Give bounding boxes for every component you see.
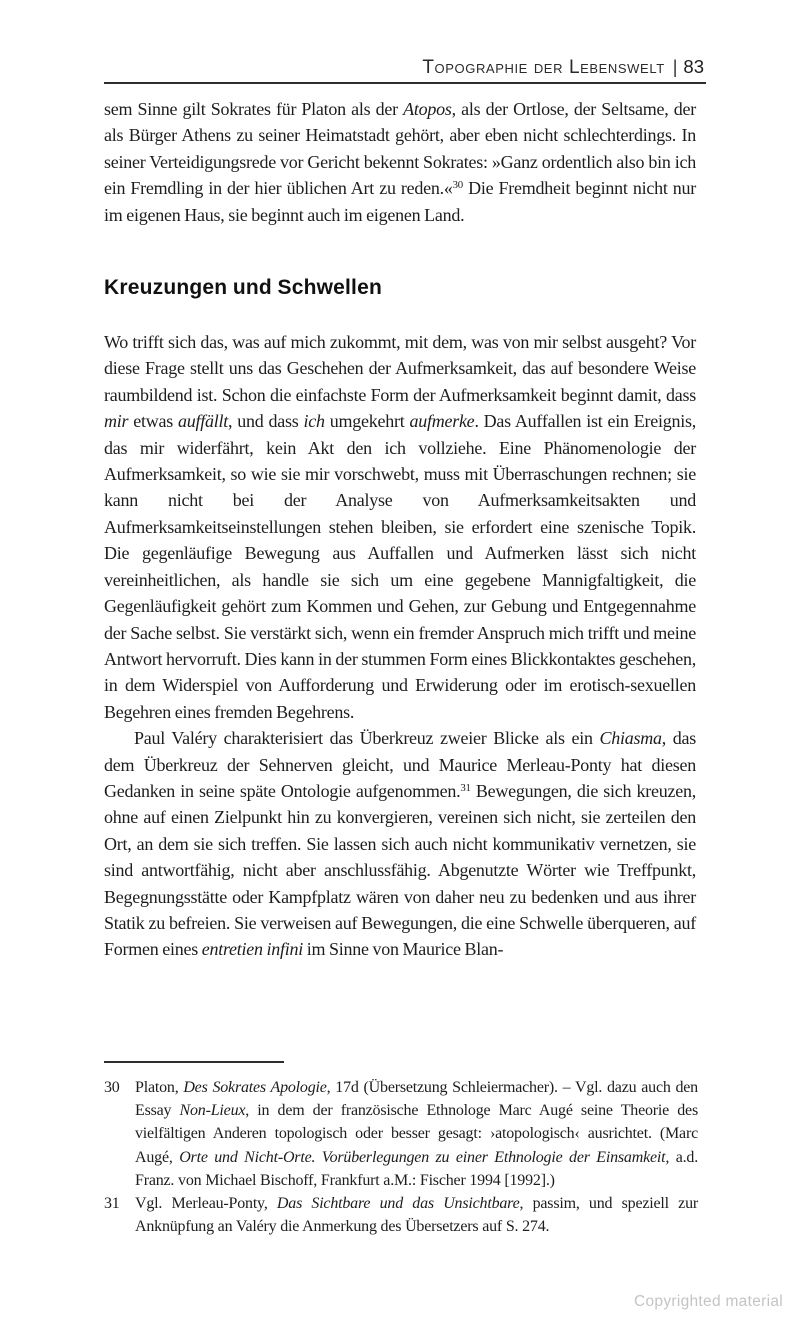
text-run: Bewegungen, die sich kreuzen, ohne auf einen Zielpunkt hin zu konvergieren, vereinen sich nicht, sie zerteilen den Ort, an dem sie sich treffen. Sie lassen sich auch nicht kommunikativ vernetzen, sie sind antwortfähig, nicht aber anschlussfähig. Abgenutzte Wörter wie Treffpunkt, Begegnungsstätte oder Kampfplatz wären von daher neu zu bedenken und aus ihrer Statik zu befreien. Sie verweisen auf Bewegungen, die eine Schwelle überqueren, auf Formen eines: [104, 780, 696, 960]
text-run: sem Sinne gilt Sokrates für Platon als der: [104, 99, 404, 119]
text-run: . Das Auffallen ist ein Ereignis, das mir widerfährt, kein Akt den ich vollziehe. Eine Phänomenologie der Aufmerksamkeit, so wie sie mir vorschwebt, muss mit Überraschungen rechnen; sie kann nicht bei der Analyse von Aufmerksamkeitsakten und Aufmerksamkeitseinstellungen stehen bleiben, sie erfordert eine szenische Topik. Die gegenläufige Bewegung aus Auffallen und Aufmerken lässt sich nicht vereinheitlichen, als handle sie sich um eine gegebene Mannigfaltigkeit, die Gegenläufigkeit gehört zum Kommen und Gehen, zur Gebung und Entgegennahme der Sache selbst. Sie verstärkt sich, wenn ein fremder Anspruch mich trifft und meine Antwort hervorruft. Dies kann in der stummen Form eines Blickkontaktes geschehen, in dem Widerspiel von Aufforderung und Erwiderung oder im erotisch-sexuellen Begehren eines fremden Begehrens.: [104, 411, 697, 722]
italic-text: aufmerke: [409, 411, 475, 432]
italic-text: Das Sichtbare und das Unsichtbare: [276, 1195, 520, 1213]
text-run: Platon,: [135, 1079, 184, 1096]
italic-text: ich: [303, 411, 325, 432]
footnote-rule: [104, 1061, 284, 1063]
text-run: , in dem der französische Ethnologe Marc Augé seine Theorie des vielfältigen Anderen topologisch oder besser gesagt: ›atopologisch‹ ausrichtet. (Marc Augé,: [135, 1102, 698, 1166]
footnote-item: [104, 1076, 698, 1192]
text-run: , passim, und speziell zur Anknüpfung an Valéry die Anmerkung des Übersetzers auf S. 274.: [135, 1195, 698, 1236]
footnote-ref: 31: [460, 782, 471, 794]
text-run: a.d. Franz. von Michael Bischoff, Frankfurt a.M.: Fischer 1994 [1992].): [135, 1148, 698, 1189]
page-number: 83: [683, 56, 704, 77]
text-run: 17d (Übersetzung Schleiermacher). – Vgl. dazu auch den Essay: [135, 1079, 698, 1120]
footnote-number: 31: [104, 1195, 120, 1213]
footnote-text: [135, 1195, 698, 1235]
text-run: Die Fremdheit beginnt nicht nur im eigenen Haus, sie beginnt auch im eigenen Land.: [104, 178, 696, 225]
italic-text: auffällt: [177, 411, 228, 432]
text-run: im Sinne von Maurice Blan-: [303, 939, 504, 960]
footnote-item: [104, 1192, 698, 1238]
text-run: , und dass: [228, 411, 304, 432]
footnotes-section: [104, 1061, 698, 1238]
paragraph-valery: [104, 725, 696, 963]
header-divider: |: [672, 57, 678, 77]
italic-text: Des Sokrates Apologie,: [183, 1079, 331, 1096]
text-run: Wo trifft sich das, was auf mich zukommt, mit dem, was von mir selbst ausgeht? Vor diese Frage stellt uns das Geschehen der Aufmerksamkeit, das auf besondere Weise raumbildend ist. Schon die einfachste Form der Aufmerksamkeit beginnt damit, dass: [104, 332, 696, 405]
page-header: [104, 56, 704, 79]
footnote-ref: 30: [452, 179, 463, 192]
text-run: , als der Ortlose, der Seltsame, der als Bürger Athens zu seiner Heimatstadt gehört, aber eben nicht schlechterdings. In seiner Verteidigungsrede vor Gericht bekennt Sokrates: »Ganz ordentlich also bin ich ein Fremdling in der hier üblichen Art zu reden.«: [104, 99, 696, 199]
footnote-number: 30: [104, 1079, 120, 1096]
italic-text: Non-Lieux: [179, 1102, 246, 1120]
italic-text: Atopos: [403, 99, 452, 119]
running-title: Topographie der Lebenswelt: [422, 57, 665, 78]
italic-text: entretien infini: [201, 939, 304, 960]
text-run: Paul Valéry charakterisiert das Überkreuz zweier Blicke als ein: [134, 728, 600, 749]
section-heading: Kreuzungen und Schwellen: [104, 276, 382, 300]
footnote-text: [135, 1079, 698, 1189]
italic-text: Orte und Nicht-Orte. Vorüberlegungen zu einer Ethnologie der Einsamkeit,: [179, 1148, 670, 1166]
text-run: umgekehrt: [324, 411, 410, 432]
paragraph-attention: [104, 329, 696, 725]
italic-text: Chiasma: [599, 728, 662, 749]
paragraph-continuation: [104, 96, 696, 228]
text-run: Vgl. Merleau-Ponty,: [135, 1195, 277, 1213]
italic-text: mir: [104, 411, 129, 432]
page-body: [104, 96, 696, 963]
header-rule: [104, 82, 706, 84]
copyright-watermark: Copyrighted material: [633, 1293, 783, 1310]
text-run: etwas: [128, 411, 178, 432]
text-run: , das dem Überkreuz der Sehnerven gleicht, und Maurice Merleau-Ponty hat diesen Gedanken in seine späte Ontologie aufgenommen.: [104, 728, 696, 801]
